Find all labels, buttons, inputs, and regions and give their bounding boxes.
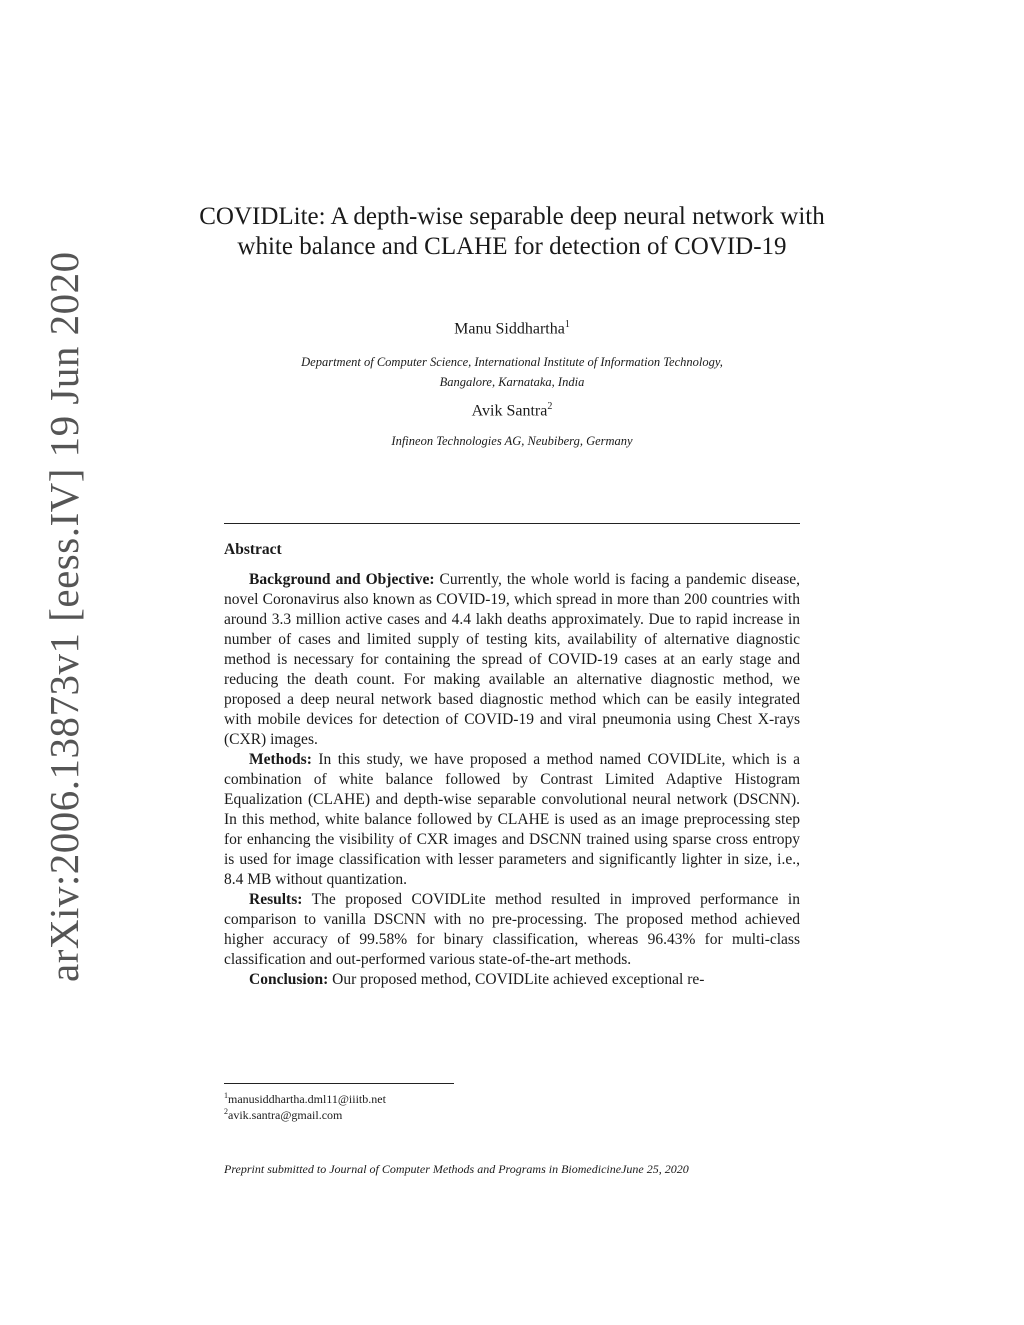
paper-title: COVIDLite: A depth-wise separable deep neural network with white balance and CLAHE for detection of COVID-19	[199, 203, 825, 260]
author-1-mark: 1	[564, 319, 570, 330]
affiliation-line: Department of Computer Science, International Institute of Information Technology,	[301, 355, 723, 369]
section-text: The proposed COVIDLite method resulted in improved performance in comparison to vanilla DSCNN with no pre-processing. The proposed method achieved higher accuracy of 99.58% for binary classification, whereas 96.43% for multi-class classification and out-performed various state-of-the-art methods.	[224, 891, 800, 968]
footnote-mark: 2	[224, 1107, 228, 1116]
abstract-paragraph-background	[224, 570, 800, 750]
abstract-top-rule	[224, 523, 800, 524]
section-label: Methods:	[249, 751, 312, 768]
affiliation-line: Infineon Technologies AG, Neubiberg, Germany	[391, 434, 633, 448]
preprint-notice: Preprint submitted to Journal of Computer Methods and Programs in BiomedicineJune 25, 2020	[224, 1162, 689, 1176]
abstract-paragraph-conclusion	[224, 970, 800, 990]
author-2-affiliation	[200, 431, 824, 451]
author-2-mark: 2	[547, 401, 553, 412]
section-label: Results:	[249, 891, 303, 908]
author-1	[0, 319, 1024, 338]
affiliation-line: Bangalore, Karnataka, India	[439, 375, 585, 389]
author-2-name: Avik Santra	[471, 402, 548, 420]
abstract-body	[224, 570, 800, 990]
abstract-heading: Abstract	[224, 541, 282, 558]
section-label: Conclusion:	[249, 971, 329, 988]
footnote-mark: 1	[224, 1091, 228, 1100]
footnote-2	[224, 1104, 342, 1123]
footnote-email: manusiddhartha.dml11@iiitb.net	[228, 1092, 386, 1106]
footnote-email: avik.santra@gmail.com	[228, 1108, 343, 1122]
abstract-paragraph-results	[224, 890, 800, 970]
footnote-rule	[224, 1083, 454, 1084]
section-text: Currently, the whole world is facing a pandemic disease, novel Coronavirus also known as COVID-19, which spread in more than 200 countries with around 3.3 million active cases and 4.4 lakh deaths approximately. Due to rapid increase in number of cases and limited supply of testing kits, availability of alternative diagnostic method is necessary for containing the spread of COVID-19 cases at an early stage and reducing the death count. For making available an alternative diagnostic method, we proposed a deep neural network based diagnostic method which can be easily integrated with mobile devices for detection of COVID-19 and viral pneumonia using Chest X-rays (CXR) images.	[224, 571, 800, 748]
arxiv-identifier: arXiv:2006.13873v1 [eess.IV] 19 Jun 2020	[41, 251, 87, 982]
section-text: Our proposed method, COVIDLite achieved exceptional re-	[332, 971, 705, 988]
section-text: In this study, we have proposed a method named COVIDLite, which is a combination of white balance followed by Contrast Limited Adaptive Histogram Equalization (CLAHE) and depth-wise separable convolutional neural network (DSCNN). In this method, white balance followed by CLAHE is used as an image preprocessing step for enhancing the visibility of CXR images and DSCNN trained using sparse cross entropy is used for image classification with lesser parameters and significantly lighter in size, i.e., 8.4 MB without quantization.	[224, 751, 801, 888]
author-1-affiliation	[200, 352, 824, 392]
author-2	[0, 401, 1024, 420]
author-1-name: Manu Siddhartha	[454, 320, 565, 338]
section-label: Background and Objective:	[249, 571, 435, 588]
abstract-paragraph-methods	[224, 750, 800, 890]
